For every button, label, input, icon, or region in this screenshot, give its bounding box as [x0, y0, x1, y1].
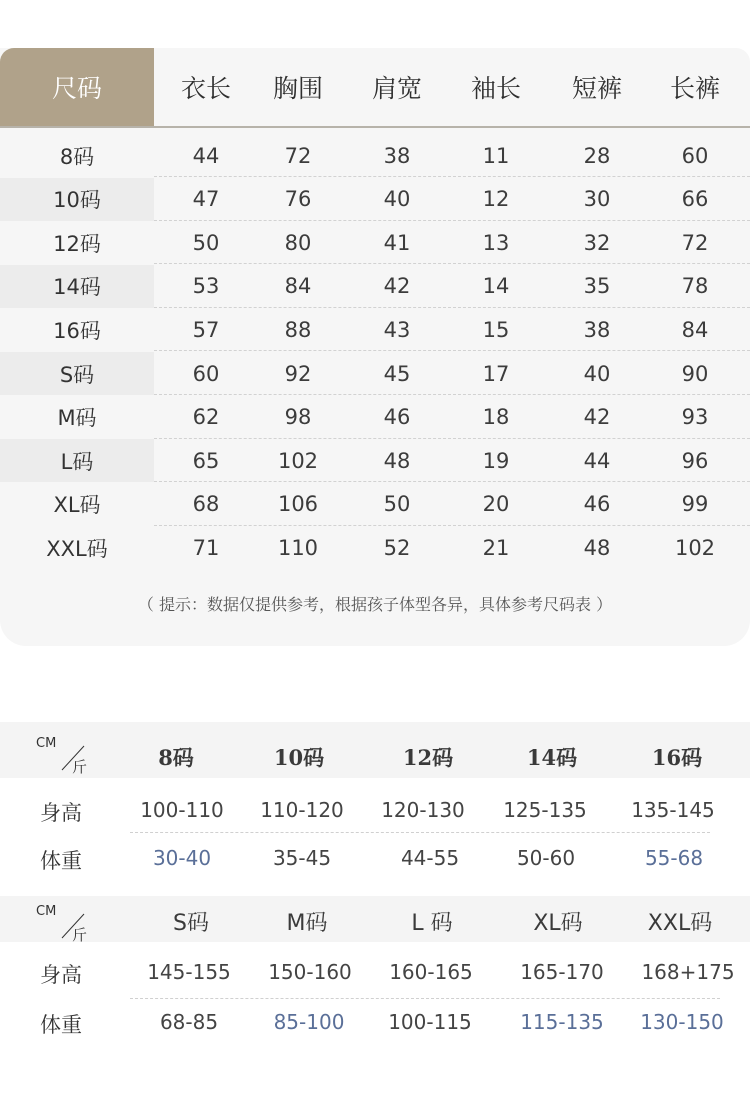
- size-xxl: XXL码: [647, 911, 713, 936]
- table-cell: 48: [383, 448, 411, 473]
- table-cell: 84: [681, 317, 709, 342]
- table-cell: 30: [583, 187, 611, 212]
- table-row: [0, 221, 750, 264]
- unit-label: [36, 736, 106, 782]
- table-cell: 12: [482, 187, 510, 212]
- table-cell: 21: [482, 535, 510, 560]
- table-row: [0, 308, 750, 351]
- column-header-length: 衣长: [180, 74, 231, 103]
- weight-value: 30-40: [152, 846, 212, 870]
- table-cell: 17: [482, 361, 510, 386]
- weight-value: 44-55: [400, 846, 460, 870]
- height-label: 身高: [40, 963, 82, 987]
- table-cell: 46: [583, 492, 611, 517]
- weight-value: 50-60: [516, 846, 576, 870]
- table-cell: 13: [482, 230, 510, 255]
- row-divider: [130, 998, 720, 999]
- table-cell: 60: [681, 143, 709, 168]
- height-value: 100-110: [140, 798, 224, 822]
- height-value: 168+175: [641, 960, 735, 984]
- table-cell: 102: [674, 535, 716, 560]
- weight-value: 35-45: [272, 846, 332, 870]
- table-cell: 40: [383, 187, 411, 212]
- unit-cm: CM: [36, 904, 57, 919]
- table-cell: 44: [583, 448, 611, 473]
- table-cell: 65: [192, 448, 220, 473]
- table-cell: 71: [192, 535, 220, 560]
- unit-label: [36, 904, 106, 950]
- table-cell: 20: [482, 492, 510, 517]
- table-cell: 50: [192, 230, 220, 255]
- table-row: [0, 265, 750, 308]
- table-cell: 44: [192, 143, 220, 168]
- size-14: 14码: [526, 745, 578, 770]
- size-label: XL码: [53, 493, 101, 518]
- weight-label: 体重: [40, 1013, 82, 1037]
- table-cell: 53: [192, 274, 220, 299]
- size-chart-header: [0, 48, 750, 128]
- table-cell: 45: [383, 361, 411, 386]
- size-band-1: [0, 722, 750, 778]
- size-8: 8码: [158, 745, 194, 770]
- table-row: [0, 483, 750, 526]
- table-cell: 43: [383, 317, 411, 342]
- size-band-2: [0, 896, 750, 942]
- table-cell: 60: [192, 361, 220, 386]
- weight-value: 115-135: [520, 1010, 604, 1034]
- table-row: [0, 352, 750, 395]
- weight-value: 100-115: [388, 1010, 472, 1034]
- table-cell: 50: [383, 492, 411, 517]
- height-value: 110-120: [260, 798, 344, 822]
- table-row: [0, 134, 750, 177]
- size-label: L码: [0, 439, 154, 482]
- height-value: 125-135: [503, 798, 587, 822]
- table-cell: 78: [681, 274, 709, 299]
- height-value: 135-145: [631, 798, 715, 822]
- table-row: [0, 178, 750, 221]
- size-label: M码: [57, 406, 97, 431]
- table-cell: 72: [681, 230, 709, 255]
- table-cell: 41: [383, 230, 411, 255]
- table-cell: 14: [482, 274, 510, 299]
- table-cell: 38: [583, 317, 611, 342]
- size-l: L 码: [411, 911, 453, 936]
- table-cell: 62: [192, 405, 220, 430]
- table-cell: 102: [277, 448, 319, 473]
- table-cell: 84: [284, 274, 312, 299]
- weight-value: 68-85: [159, 1010, 219, 1034]
- table-cell: 72: [284, 143, 312, 168]
- table-cell: 35: [583, 274, 611, 299]
- table-cell: 90: [681, 361, 709, 386]
- table-row: [0, 439, 750, 482]
- size-xl: XL码: [533, 911, 583, 936]
- table-cell: 38: [383, 143, 411, 168]
- table-cell: 52: [383, 535, 411, 560]
- height-label: 身高: [40, 801, 82, 825]
- weight-value: 55-68: [644, 846, 704, 870]
- size-12: 12码: [402, 745, 454, 770]
- height-value: 120-130: [381, 798, 465, 822]
- size-label: XXL码: [46, 536, 108, 561]
- unit-jin: 斤: [72, 926, 88, 944]
- row-divider: [130, 832, 710, 833]
- table-cell: 40: [583, 361, 611, 386]
- table-cell: 48: [583, 535, 611, 560]
- size-label: 16码: [53, 318, 101, 343]
- column-header-sleeve: 袖长: [470, 74, 521, 103]
- table-row: [0, 526, 750, 569]
- unit-cm: CM: [36, 736, 57, 751]
- size-label: 12码: [53, 231, 101, 256]
- height-value: 150-160: [268, 960, 352, 984]
- table-cell: 28: [583, 143, 611, 168]
- table-row: [0, 396, 750, 439]
- column-header-shoulder: 肩宽: [371, 74, 422, 103]
- table-cell: 57: [192, 317, 220, 342]
- table-cell: 18: [482, 405, 510, 430]
- table-cell: 99: [681, 492, 709, 517]
- table-cell: 96: [681, 448, 709, 473]
- size-column-header: 尺码: [0, 48, 154, 126]
- table-cell: 66: [681, 187, 709, 212]
- table-cell: 42: [383, 274, 411, 299]
- table-cell: 93: [681, 405, 709, 430]
- table-cell: 19: [482, 448, 510, 473]
- table-cell: 98: [284, 405, 312, 430]
- size-10: 10码: [273, 745, 325, 770]
- column-header-shorts: 短裤: [571, 74, 622, 103]
- height-value: 160-165: [389, 960, 473, 984]
- column-header-chest: 胸围: [272, 74, 323, 103]
- table-cell: 15: [482, 317, 510, 342]
- table-cell: 110: [277, 535, 319, 560]
- table-cell: 92: [284, 361, 312, 386]
- column-header-trousers: 长裤: [669, 74, 720, 103]
- table-cell: 106: [277, 492, 319, 517]
- size-label: 10码: [0, 178, 154, 221]
- table-cell: 47: [192, 187, 220, 212]
- weight-value: 130-150: [640, 1010, 724, 1034]
- table-cell: 11: [482, 143, 510, 168]
- size-m: M码: [286, 911, 328, 936]
- size-s: S码: [173, 911, 209, 936]
- size-label: 8码: [59, 144, 95, 169]
- weight-label: 体重: [40, 849, 82, 873]
- size-chart-tip: （ 提示：数据仅提供参考，根据孩子体型各异，具体参考尺码表 ）: [137, 595, 613, 614]
- size-chart-card: [0, 48, 750, 646]
- table-cell: 80: [284, 230, 312, 255]
- table-cell: 32: [583, 230, 611, 255]
- table-cell: 42: [583, 405, 611, 430]
- size-16: 16码: [651, 745, 703, 770]
- height-value: 165-170: [520, 960, 604, 984]
- size-label: 14码: [0, 265, 154, 308]
- table-cell: 76: [284, 187, 312, 212]
- table-cell: 88: [284, 317, 312, 342]
- weight-value: 85-100: [273, 1010, 345, 1034]
- table-cell: 46: [383, 405, 411, 430]
- table-cell: 68: [192, 492, 220, 517]
- unit-jin: 斤: [72, 758, 88, 776]
- height-value: 145-155: [147, 960, 231, 984]
- size-label: S码: [0, 352, 154, 395]
